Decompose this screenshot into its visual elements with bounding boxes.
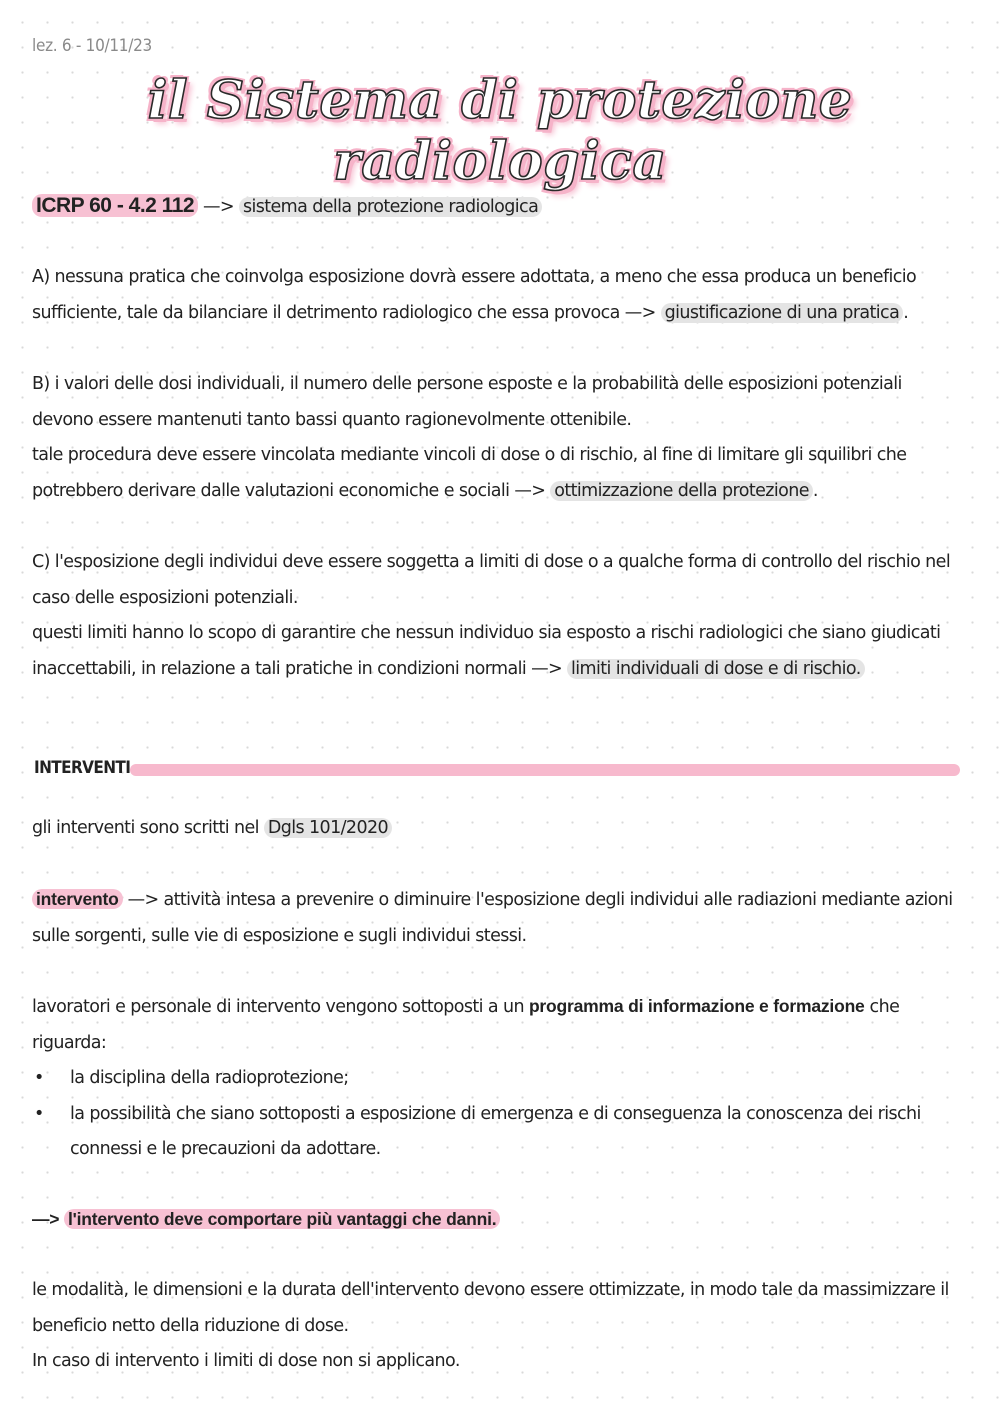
program-bullet-list [32,1061,962,1168]
principle-b [32,367,962,509]
program-paragraph [32,989,962,1168]
conclusion-line [32,1202,962,1239]
principle-c-line2 [32,616,962,687]
principle-a-highlight: giustificazione di una pratica [661,303,904,323]
principle-b-text2: tale procedura deve essere vincolata mediante vincoli di dose o di rischio, al fine di limitare gli squilibri che potrebbero derivare dalle valutazioni economiche e sociali —> [32,445,907,501]
icrp-description: sistema della protezione radiologica [239,197,542,217]
bullet-icon: • [34,1103,44,1124]
principle-c-text1: C) l'esposizione degli individui deve essere soggetta a limiti di dose o a qualche forma di controllo del rischio nel caso delle esposizioni potenziali. [32,552,951,608]
final-paragraph [32,1273,962,1380]
list-item [32,1097,962,1168]
intervento-term: intervento [32,889,123,909]
principle-b-line2 [32,438,962,509]
intervento-definition [32,882,962,954]
final-text2: In caso di intervento i limiti di dose non si applicano. [32,1351,460,1371]
bullet-icon: • [34,1068,44,1088]
program-text1: lavoratori e personale di intervento vengono sottoposti a un [32,997,529,1017]
section-divider-bar [130,764,960,776]
bullet-text: la disciplina della radioprotezione; [70,1068,349,1088]
principle-a [32,260,962,331]
principle-c [32,545,962,687]
lecture-date: lez. 6 - 10/11/23 [32,36,152,56]
principle-a-text: A) nessuna pratica che coinvolga esposizione dovrà essere adottata, a meno che essa produca un beneficio sufficiente, tale da bilanciare il detrimento radiologico che essa provoca —> [32,267,917,323]
principle-a-end: . [903,302,909,323]
icrp-reference: ICRP 60 - 4.2 112 [32,194,198,217]
dgls-text: gli interventi sono scritti nel [32,818,264,838]
program-bold: programma di informazione e formazione [528,996,865,1016]
principle-c-text2: questi limiti hanno lo scopo di garantire che nessun individuo sia esposto a rischi radiologici che siano giudicati inaccettabili, in relazione a tali pratiche in condizioni normali —> [32,623,941,679]
icrp-arrow: —> [198,197,239,217]
principle-b-end: . [812,480,818,501]
principle-b-text1: B) i valori delle dosi individuali, il numero delle persone esposte e la probabilità delle esposizioni potenziali devono essere mantenuti tanto bassi quanto ragionevolmente ottenibile. [32,374,902,430]
page-title: il Sistema di protezione radiologica [147,70,853,192]
final-text1: le modalità, le dimensioni e la durata dell'intervento devono essere ottimizzate, in modo tale da massimizzare il beneficio netto della riduzione di dose. [32,1280,949,1336]
icrp-line [32,188,962,226]
program-line [32,989,962,1061]
dgls-highlight: Dgls 101/2020 [264,818,392,838]
dgls-line [32,811,962,847]
list-item [32,1061,962,1097]
section-heading-interventi: INTERVENTI [34,758,131,778]
conclusion-highlight: l'intervento deve comportare più vantaggi che danni. [64,1209,500,1229]
intervento-definition-text: —> attività intesa a prevenire o diminuire l'esposizione degli individui alle radiazioni mediante azioni sulle sorgenti, sulle vie di esposizione e sugli individui stessi. [32,890,953,946]
program-text2: che riguarda: [32,997,900,1053]
conclusion-arrow: —> [32,1209,64,1229]
principle-c-highlight: limiti individuali di dose e di rischio. [567,659,865,679]
bullet-text: la possibilità che siano sottoposti a esposizione di emergenza e di conseguenza la conoscenza dei rischi connessi e le precauzioni da adottare. [70,1103,921,1159]
principle-b-highlight: ottimizzazione della protezione [550,481,813,501]
